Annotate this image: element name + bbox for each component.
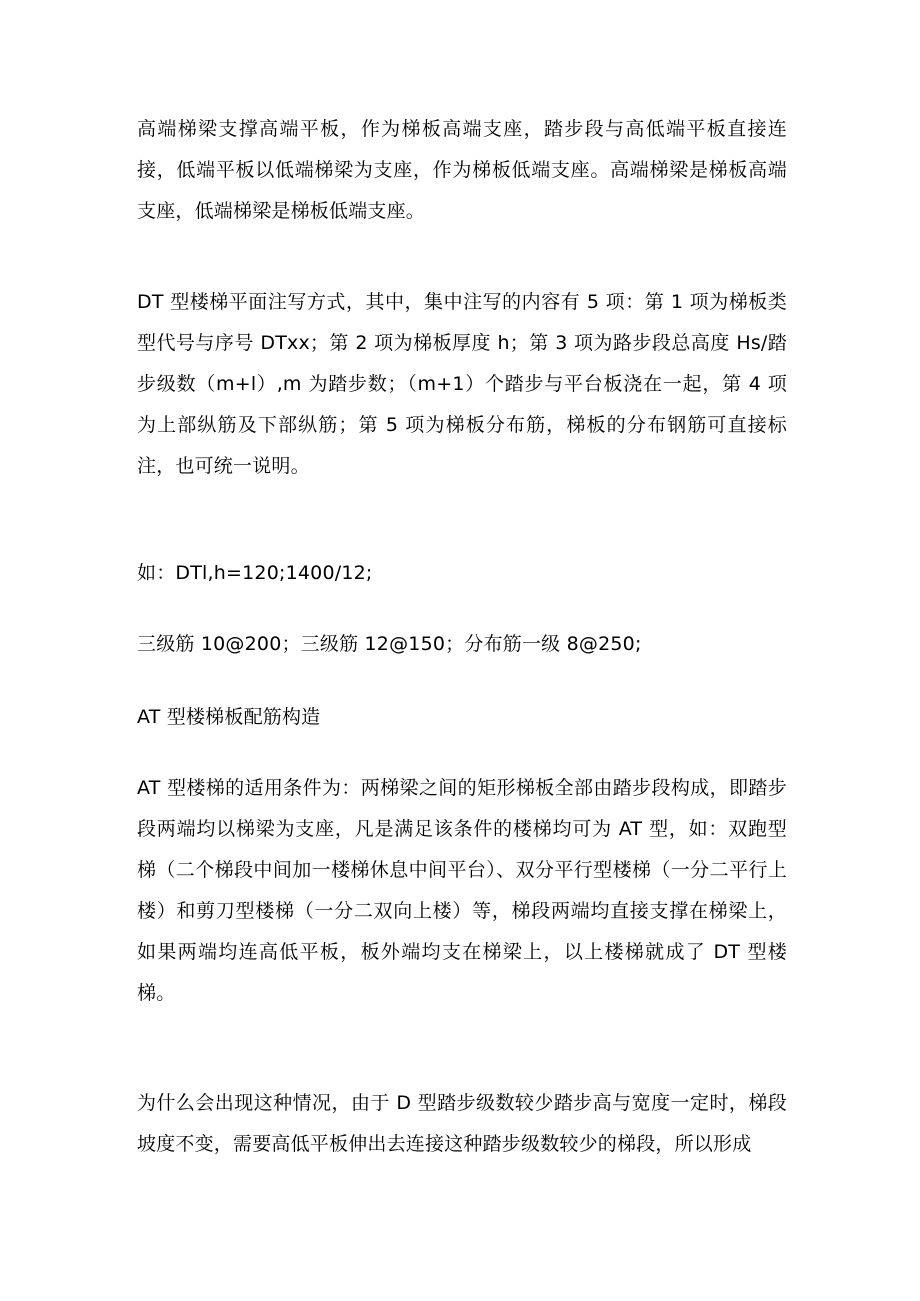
- paragraph-example-rebar: 三级筋 10@200；三级筋 12@150；分布筋一级 8@250;: [137, 633, 642, 655]
- section-heading-at-stair: AT 型楼梯板配筋构造: [137, 706, 321, 728]
- paragraph-at-conditions: AT 型楼梯的适用条件为：两梯梁之间的矩形梯板全部由踏步段构成，即踏步段两端均以梯梁为支座，凡是满足该条件的楼梯均可为 AT 型，如：双跑型梯（二个梯段中间加一楼梯休息中间平台）、双分平行型楼梯（一分二平行上楼）和剪刀型楼梯（一分二双向上楼）等，梯段两端均直接支撑在梯梁上，如果两端均连高低平板，板外端均支在梯梁上，以上楼梯就成了 DT 型楼梯。: [137, 777, 787, 1004]
- paragraph-reason: 为什么会出现这种情况，由于 D 型踏步级数较少踏步高与宽度一定时，梯段坡度不变，需要高低平板伸出去连接这种踏步级数较少的梯段，所以形成: [137, 1092, 787, 1155]
- paragraph-dt-supports: 高端梯梁支撑高端平板，作为梯板高端支座，踏步段与高低端平板直接连接，低端平板以低端梯梁为支座，作为梯板低端支座。高端梯梁是梯板高端支座，低端梯梁是梯板低端支座。: [137, 118, 787, 222]
- paragraph-dt-notation: DT 型楼梯平面注写方式，其中，集中注写的内容有 5 项：第 1 项为梯板类型代号与序号 DTxx；第 2 项为梯板厚度 h；第 3 项为路步段总高度 Hs/踏步级数（m+l）,m 为踏步数；（m+1）个踏步与平台板浇在一起，第 4 项为上部纵筋及下部纵筋；第 5 项为梯板分布筋，梯板的分布钢筋可直接标注，也可统一说明。: [137, 291, 787, 477]
- paragraph-example-dimensions: 如：DTl,h=120;1400/12;: [137, 562, 373, 584]
